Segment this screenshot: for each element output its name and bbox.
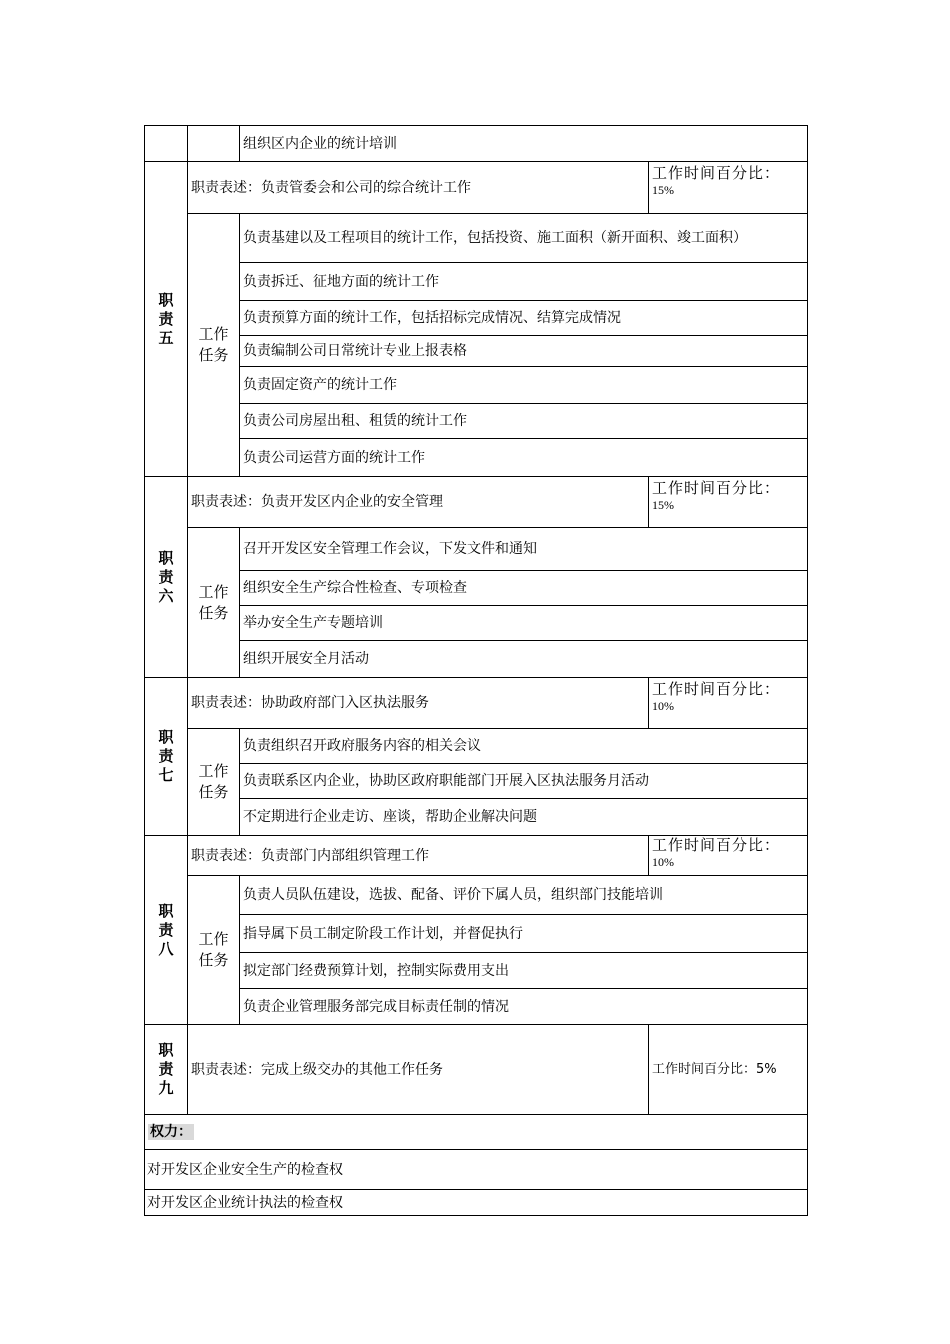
task-item: 负责公司运营方面的统计工作 <box>240 439 808 477</box>
duty-description: 职责表述：负责开发区内企业的安全管理 <box>188 477 649 528</box>
time-percentage: 工作时间百分比： 15% <box>649 162 808 214</box>
table-row <box>145 764 808 799</box>
time-percentage: 工作时间百分比： 10% <box>649 836 808 876</box>
task-label: 工作 任务 <box>188 528 240 678</box>
task-item: 拟定部门经费预算计划，控制实际费用支出 <box>240 953 808 989</box>
duty-description: 职责表述：协助政府部门入区执法服务 <box>188 678 649 729</box>
table-row <box>145 571 808 606</box>
table-row <box>145 641 808 678</box>
duty-description: 职责表述：负责部门内部组织管理工作 <box>188 836 649 876</box>
table-row <box>145 876 808 915</box>
table-row <box>145 1025 808 1115</box>
table-row <box>145 606 808 641</box>
job-description-table <box>144 125 807 1216</box>
table-row <box>145 953 808 989</box>
time-percentage: 工作时间百分比： 10% <box>649 678 808 729</box>
task-item: 负责企业管理服务部完成目标责任制的情况 <box>240 989 808 1025</box>
time-percentage: 工作时间百分比： 15% <box>649 477 808 528</box>
table-row <box>145 836 808 876</box>
task-item: 组织区内企业的统计培训 <box>240 126 808 162</box>
table-row <box>145 528 808 571</box>
empty-cell <box>145 126 188 162</box>
task-item: 负责联系区内企业，协助区政府职能部门开展入区执法服务月活动 <box>240 764 808 799</box>
task-item: 负责拆迁、征地方面的统计工作 <box>240 263 808 301</box>
empty-cell <box>188 126 240 162</box>
table-row <box>145 336 808 367</box>
power-item: 对开发区企业安全生产的检查权 <box>145 1150 808 1190</box>
table-row <box>145 729 808 764</box>
table-row <box>145 477 808 528</box>
task-item: 负责固定资产的统计工作 <box>240 367 808 404</box>
task-item: 不定期进行企业走访、座谈，帮助企业解决问题 <box>240 799 808 836</box>
task-label: 工作 任务 <box>188 876 240 1025</box>
task-item: 举办安全生产专题培训 <box>240 606 808 641</box>
table-row <box>145 1115 808 1150</box>
task-item: 负责编制公司日常统计专业上报表格 <box>240 336 808 367</box>
table-row <box>145 126 808 162</box>
table-row <box>145 162 808 214</box>
powers-header: 权力： <box>145 1115 808 1150</box>
task-item: 组织开展安全月活动 <box>240 641 808 678</box>
task-item: 负责组织召开政府服务内容的相关会议 <box>240 729 808 764</box>
table-row <box>145 799 808 836</box>
table-row <box>145 1150 808 1190</box>
task-item: 负责基建以及工程项目的统计工作，包括投资、施工面积（新开面积、竣工面积） <box>240 214 808 263</box>
duty-label: 职 责 七 <box>145 678 188 836</box>
power-item: 对开发区企业统计执法的检查权 <box>145 1190 808 1216</box>
table-row <box>145 367 808 404</box>
table-row <box>145 678 808 729</box>
table-row <box>145 404 808 439</box>
duty-label: 职 责 九 <box>145 1025 188 1115</box>
table-row <box>145 1190 808 1216</box>
task-item: 负责人员队伍建设，选拔、配备、评价下属人员，组织部门技能培训 <box>240 876 808 915</box>
duty-description: 职责表述：完成上级交办的其他工作任务 <box>188 1025 649 1115</box>
table-row <box>145 301 808 336</box>
task-item: 组织安全生产综合性检查、专项检查 <box>240 571 808 606</box>
duty-label: 职 责 五 <box>145 162 188 477</box>
duty-label: 职 责 八 <box>145 836 188 1025</box>
table-row <box>145 915 808 953</box>
time-percentage: 工作时间百分比：5% <box>649 1025 808 1115</box>
task-item: 负责公司房屋出租、租赁的统计工作 <box>240 404 808 439</box>
task-label: 工作 任务 <box>188 214 240 477</box>
table-row <box>145 263 808 301</box>
duties-table <box>144 125 808 1216</box>
task-item: 指导属下员工制定阶段工作计划，并督促执行 <box>240 915 808 953</box>
duty-label: 职 责 六 <box>145 477 188 678</box>
table-row <box>145 214 808 263</box>
table-row <box>145 439 808 477</box>
duty-description: 职责表述：负责管委会和公司的综合统计工作 <box>188 162 649 214</box>
task-item: 召开开发区安全管理工作会议，下发文件和通知 <box>240 528 808 571</box>
task-item: 负责预算方面的统计工作，包括招标完成情况、结算完成情况 <box>240 301 808 336</box>
table-row <box>145 989 808 1025</box>
task-label: 工作 任务 <box>188 729 240 836</box>
